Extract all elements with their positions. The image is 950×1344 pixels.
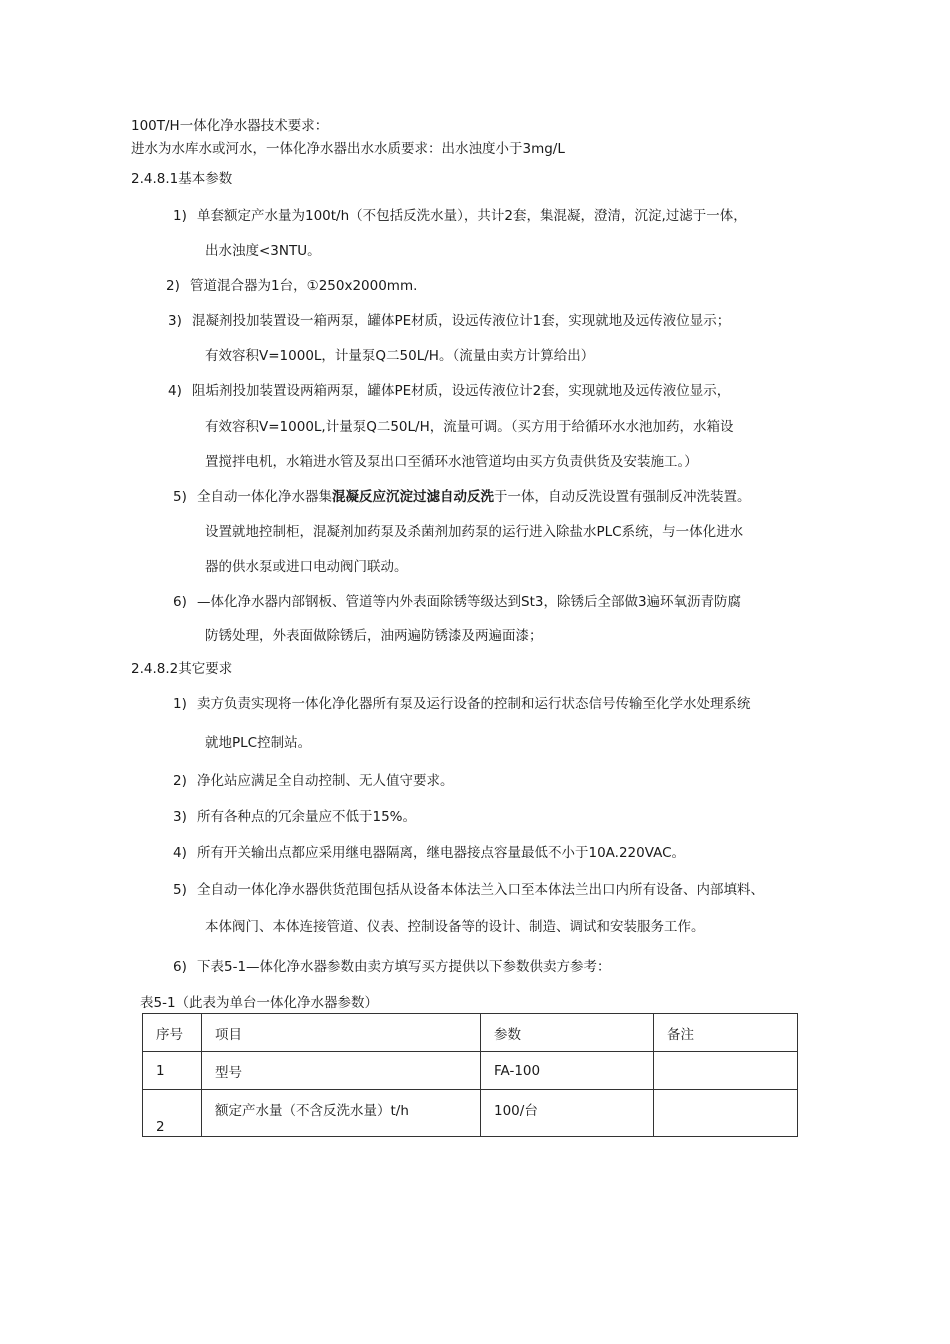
item-text: 卖方负责实现将一体化净化器所有泵及运行设备的控制和运行状态信号传输至化学水处理系统 bbox=[197, 696, 751, 712]
item-continuation: 有效容积V=1000L,计量泵Q二50L/H，流量可调。（买方用于给循环水水池加药，水箱设 bbox=[205, 419, 734, 435]
table-cell: 100/台 bbox=[481, 1090, 654, 1137]
item-number: 1) bbox=[173, 208, 187, 224]
table-cell: 1 bbox=[143, 1052, 202, 1090]
table-cell: 型号 bbox=[202, 1052, 481, 1090]
table-cell bbox=[654, 1090, 798, 1137]
list-item bbox=[173, 958, 611, 976]
item-text-bold: 混凝反应沉淀过滤自动反洗 bbox=[332, 489, 494, 505]
intro-line: 进水为水库水或河水，一体化净水器出水水质要求：出水浊度小于3mg/L bbox=[131, 141, 565, 157]
item-continuation: 有效容积V=1000L，计量泵Q二50L/H。（流量由卖方计算给出） bbox=[205, 348, 595, 364]
list-item bbox=[168, 382, 730, 400]
item-number: 3) bbox=[173, 809, 187, 825]
table-header-row bbox=[143, 1014, 798, 1052]
item-number: 6) bbox=[173, 594, 187, 610]
list-item bbox=[173, 488, 751, 506]
list-item bbox=[168, 312, 730, 330]
doc-title: 100T/H一体化净水器技术要求： bbox=[131, 118, 329, 134]
table-header-cell: 项目 bbox=[202, 1014, 481, 1052]
table-cell bbox=[654, 1052, 798, 1090]
section-heading-basic: 2.4.8.1基本参数 bbox=[131, 171, 233, 187]
item-text: 混凝剂投加装置设一箱两泵，罐体PE材质，设远传液位计1套，实现就地及远传液位显示； bbox=[192, 313, 731, 329]
list-item bbox=[173, 593, 741, 611]
table-row bbox=[143, 1052, 798, 1090]
list-item bbox=[173, 881, 764, 899]
item-text: 所有各种点的冗余量应不低于15%。 bbox=[197, 809, 417, 825]
list-item bbox=[173, 695, 751, 713]
item-number: 5) bbox=[173, 489, 187, 505]
list-item bbox=[166, 277, 417, 295]
table-header-cell: 序号 bbox=[143, 1014, 202, 1052]
item-continuation: 就地PLC控制站。 bbox=[205, 735, 312, 751]
list-item bbox=[173, 772, 454, 790]
item-number: 2) bbox=[173, 773, 187, 789]
section-heading-other: 2.4.8.2其它要求 bbox=[131, 661, 233, 677]
item-text: 阻垢剂投加装置设两箱两泵，罐体PE材质，设远传液位计2套，实现就地及远传液位显示， bbox=[192, 383, 731, 399]
parameter-table bbox=[142, 1013, 798, 1137]
item-continuation: 器的供水泵或进口电动阀门联动。 bbox=[205, 559, 408, 575]
item-text-pre: 全自动一体化净水器集 bbox=[197, 489, 332, 505]
item-number: 4) bbox=[168, 383, 182, 399]
item-continuation: 置搅拌电机，水箱进水管及泵出口至循环水池管道均由买方负责供货及安装施工。） bbox=[205, 454, 698, 470]
item-number: 4) bbox=[173, 845, 187, 861]
item-number: 5) bbox=[173, 882, 187, 898]
table-row bbox=[143, 1090, 798, 1137]
item-text: 净化站应满足全自动控制、无人值守要求。 bbox=[197, 773, 454, 789]
item-text: 单套额定产水量为100t/h（不包括反洗水量），共计2套，集混凝，澄清，沉淀,过滤于一体， bbox=[197, 208, 747, 224]
item-number: 2) bbox=[166, 278, 180, 294]
list-item bbox=[173, 207, 747, 225]
item-number: 1) bbox=[173, 696, 187, 712]
item-number: 6) bbox=[173, 959, 187, 975]
table-header-cell: 参数 bbox=[481, 1014, 654, 1052]
item-continuation: 防锈处理，外表面做除锈后，油两遍防锈漆及两遍面漆； bbox=[205, 628, 543, 644]
item-text-post: 于一体，自动反洗设置有强制反冲洗装置。 bbox=[494, 489, 751, 505]
item-continuation: 出水浊度<3NTU。 bbox=[205, 243, 321, 259]
table-caption: 表5-1（此表为单台一体化净水器参数） bbox=[140, 995, 379, 1011]
item-text: 管道混合器为1台，①250x2000mm. bbox=[190, 278, 418, 294]
item-text: 下表5-1—体化净水器参数由卖方填写买方提供以下参数供卖方参考： bbox=[197, 959, 611, 975]
table-cell: 额定产水量（不含反洗水量）t/h bbox=[202, 1090, 481, 1137]
item-continuation: 本体阀门、本体连接管道、仪表、控制设备等的设计、制造、调试和安装服务工作。 bbox=[205, 919, 705, 935]
table-header-cell: 备注 bbox=[654, 1014, 798, 1052]
item-text: 全自动一体化净水器供货范围包括从设备本体法兰入口至本体法兰出口内所有设备、内部填料、 bbox=[197, 882, 764, 898]
item-text: 所有开关输出点都应采用继电器隔离，继电器接点容量最低不小于10A.220VAC。 bbox=[197, 845, 686, 861]
table-cell: FA-100 bbox=[481, 1052, 654, 1090]
list-item bbox=[173, 808, 416, 826]
table-cell: 2 bbox=[143, 1090, 202, 1137]
item-text: —体化净水器内部钢板、管道等内外表面除锈等级达到St3，除锈后全部做3遍环氧沥青防腐 bbox=[197, 594, 742, 610]
item-number: 3) bbox=[168, 313, 182, 329]
item-continuation: 设置就地控制柜，混凝剂加药泵及杀菌剂加药泵的运行进入除盐水PLC系统，与一体化进水 bbox=[205, 524, 744, 540]
list-item bbox=[173, 844, 685, 862]
